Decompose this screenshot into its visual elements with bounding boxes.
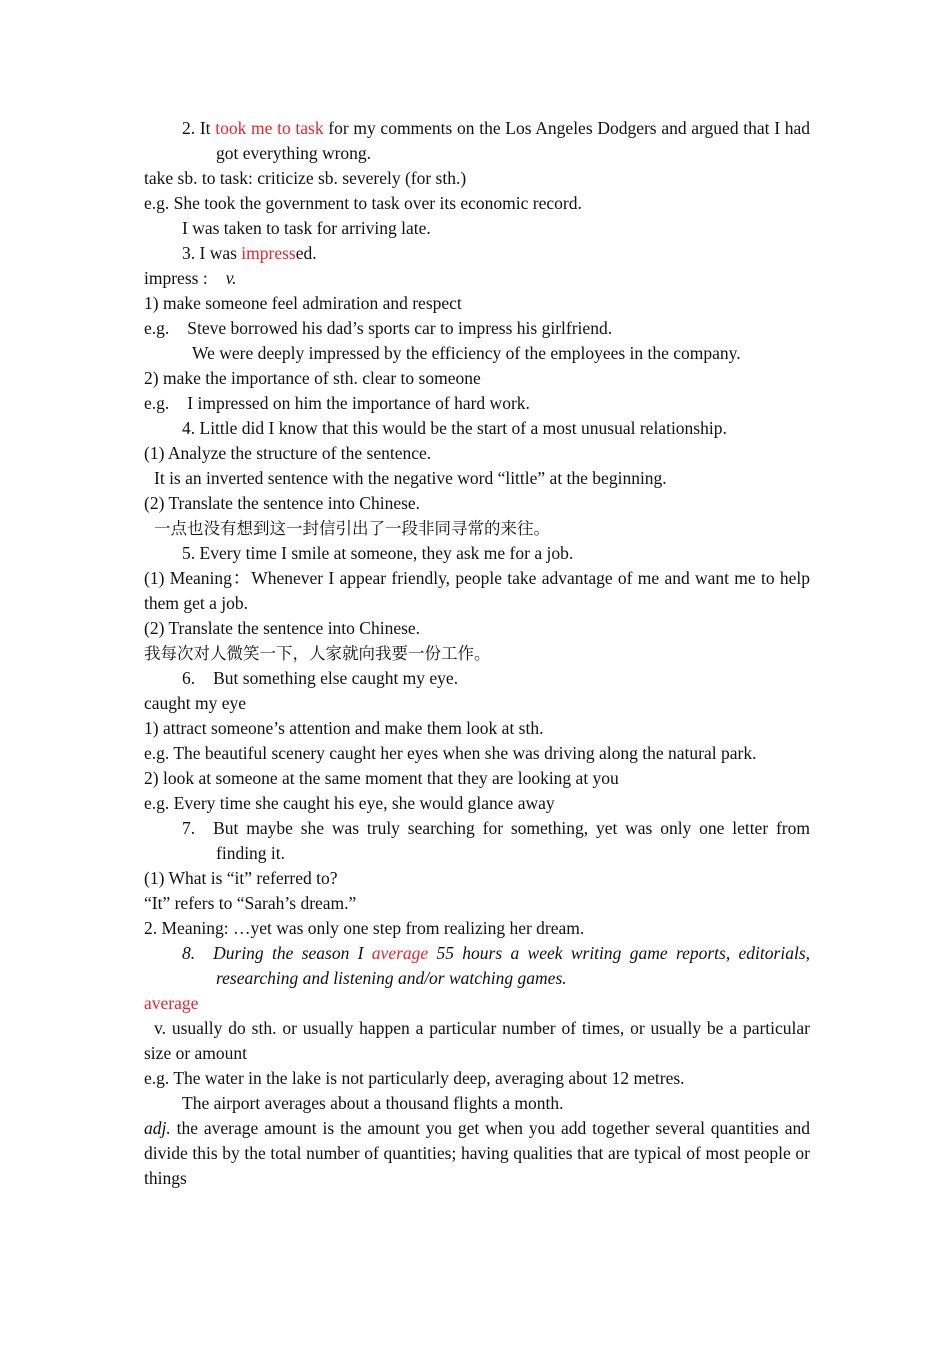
- example-label: e.g.: [144, 393, 170, 413]
- highlighted-word: impress: [241, 243, 296, 263]
- sentence-4: 4. Little did I know that this would be the start of a most unusual relationship.: [182, 418, 727, 438]
- definition-line: v. usually do sth. or usually happen a particular number of times, or usually be a particular size or amount: [144, 1018, 810, 1063]
- sentence-text: During the season I: [213, 943, 372, 963]
- chinese-translation: 一点也没有想到这一封信引出了一段非同寻常的来往。: [154, 519, 550, 538]
- headword: impress :: [144, 268, 208, 288]
- sentence-text: 2. It: [182, 118, 216, 138]
- definition-line: take sb. to task: criticize sb. severely (for sth.): [144, 168, 467, 188]
- example-line: We were deeply impressed by the efficiency of the employees in the company.: [192, 343, 741, 363]
- sentence-text: 55 hours a week writing game reports, editorials, researching and listening and/or watching games.: [216, 943, 810, 988]
- definition-line: 2) make the importance of sth. clear to someone: [144, 368, 481, 388]
- sentence-6: [144, 666, 810, 691]
- example-line: e.g. The water in the lake is not particularly deep, averaging about 12 metres.: [144, 1068, 685, 1088]
- sentence-2: [144, 116, 810, 166]
- sentence-5: 5. Every time I smile at someone, they ask me for a job.: [182, 543, 574, 563]
- sentence-8: [144, 941, 810, 991]
- document-body: [144, 116, 810, 1191]
- word-entry: [144, 266, 810, 291]
- definition-line: 1) attract someone’s attention and make them look at sth.: [144, 718, 544, 738]
- sentence-number: 8.: [182, 943, 196, 963]
- question-line: (2) Translate the sentence into Chinese.: [144, 493, 421, 513]
- example-line: e.g. She took the government to task over its economic record.: [144, 193, 582, 213]
- answer-line: “It” refers to “Sarah’s dream.”: [144, 893, 357, 913]
- meaning-line: 2. Meaning: …yet was only one step from realizing her dream.: [144, 918, 585, 938]
- sentence-3: [144, 241, 810, 266]
- headword: caught my eye: [144, 693, 247, 713]
- example-line: e.g. Every time she caught his eye, she would glance away: [144, 793, 555, 813]
- example-line: [144, 316, 810, 341]
- answer-line: It is an inverted sentence with the negative word “little” at the beginning.: [154, 468, 667, 488]
- definition-text: the average amount is the amount you get when you add together several quantities and divide this by the total number of quantities; having qualities that are typical of most people or things: [144, 1118, 810, 1188]
- sentence-text: 3. I was: [182, 243, 242, 263]
- sentence-number: 7.: [182, 818, 196, 838]
- example-label: e.g.: [144, 318, 170, 338]
- meaning-line: (1) Meaning：Whenever I appear friendly, people take advantage of me and want me to help them get a job.: [144, 568, 810, 613]
- part-of-speech: v.: [225, 268, 237, 288]
- definition-line: 2) look at someone at the same moment that they are looking at you: [144, 768, 619, 788]
- highlighted-phrase: took me to task: [215, 118, 324, 138]
- example-text: Steve borrowed his dad’s sports car to impress his girlfriend.: [187, 318, 613, 338]
- example-text: I impressed on him the importance of hard work.: [187, 393, 530, 413]
- definition-line: [144, 1116, 810, 1191]
- example-line: I was taken to task for arriving late.: [182, 218, 431, 238]
- part-of-speech: adj.: [144, 1118, 171, 1138]
- question-line: (1) Analyze the structure of the sentence.: [144, 443, 432, 463]
- example-line: e.g. The beautiful scenery caught her eyes when she was driving along the natural park.: [144, 743, 757, 763]
- sentence-number: 6.: [182, 668, 196, 688]
- sentence-text: But something else caught my eye.: [213, 668, 459, 688]
- question-line: (1) What is “it” referred to?: [144, 868, 338, 888]
- sentence-7: [144, 816, 810, 866]
- sentence-text: ed.: [295, 243, 317, 263]
- question-line: (2) Translate the sentence into Chinese.: [144, 618, 421, 638]
- headword: average: [144, 993, 199, 1013]
- sentence-text: for my comments on the Los Angeles Dodgers and argued that I had got everything wrong.: [216, 118, 810, 163]
- definition-line: 1) make someone feel admiration and respect: [144, 293, 462, 313]
- highlighted-word: average: [371, 943, 429, 963]
- sentence-text: But maybe she was truly searching for something, yet was only one letter from finding it.: [213, 818, 810, 863]
- chinese-translation: 我每次对人微笑一下，人家就向我要一份工作。: [144, 644, 491, 663]
- example-line: The airport averages about a thousand flights a month.: [182, 1093, 564, 1113]
- example-line: [144, 391, 810, 416]
